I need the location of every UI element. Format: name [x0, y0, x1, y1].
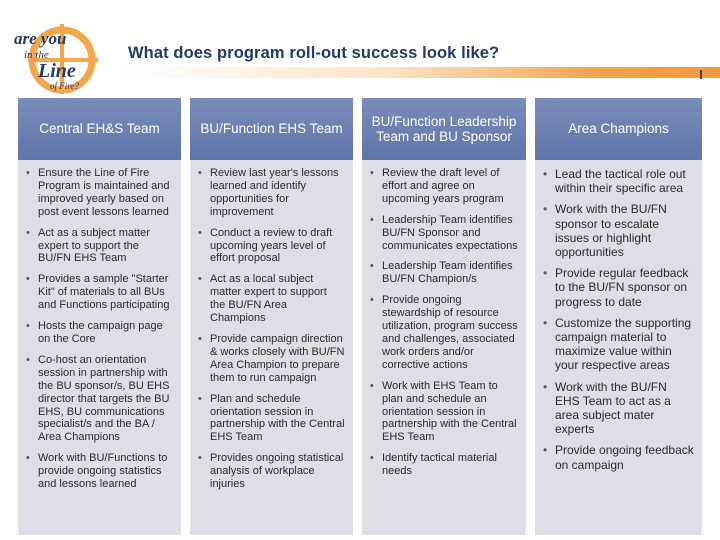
bullet-list [198, 167, 345, 491]
list-item: • Provides ongoing statistical analysis of workplace injuries [198, 452, 345, 491]
list-item: • Plan and schedule orientation session in partnership with the Central EHS Team [198, 393, 345, 445]
list-item: • Review the draft level of effort and agree on upcoming years program [370, 167, 518, 206]
column-leadership [362, 160, 526, 535]
list-item: • Provide ongoing feedback on campaign [543, 443, 694, 471]
list-item: • Customize the supporting campaign material to maximize value within your respective areas [543, 316, 694, 373]
list-item: • Lead the tactical role out within their specific area [543, 167, 694, 195]
column-area-champions [535, 160, 702, 535]
column-header-bu-ehs: BU/Function EHS Team [190, 98, 353, 160]
logo-text-in-the: in the [24, 49, 49, 61]
list-item: • Provide regular feedback to the BU/FN sponsor on progress to date [543, 266, 694, 309]
column-header-area-champions: Area Champions [535, 98, 702, 160]
list-item: • Leadership Team identifies BU/FN Champion/s [370, 260, 518, 286]
list-item: • Review last year's lessons learned and identify opportunities for improvement [198, 167, 345, 219]
list-item: • Work with the BU/FN EHS Team to act as a area subject mater experts [543, 380, 694, 437]
logo-text-are-you: are you [14, 29, 67, 48]
list-item: • Conduct a review to draft upcoming years level of effort proposal [198, 227, 345, 266]
logo-text-line: Line [38, 60, 76, 82]
page-title: What does program roll-out success look like? [128, 44, 500, 62]
column-header-central-ehs: Central EH&S Team [18, 98, 181, 160]
column-bu-ehs [190, 160, 353, 535]
column-central-ehs [18, 160, 181, 535]
list-item: • Identify tactical material needs [370, 452, 518, 478]
column-header-leadership: BU/Function Leadership Team and BU Sponsor [362, 98, 526, 160]
list-item: • Act as a local subject matter expert to support the BU/FN Area Champions [198, 273, 345, 325]
list-item: • Work with EHS Team to plan and schedule an orientation session in partnership with the Central EHS Team [370, 380, 518, 445]
list-item: • Work with BU/Functions to provide ongoing statistics and lessons learned [26, 452, 173, 491]
header-accent-band [120, 67, 720, 78]
list-item: • Provide ongoing stewardship of resource utilization, program success and challenges, associated work orders and/or corrective actions [370, 294, 518, 371]
list-item: • Leadership Team identifies BU/FN Sponsor and communicates expectations [370, 214, 518, 253]
list-item: • Hosts the campaign page on the Core [26, 320, 173, 346]
header-accent-mark [700, 70, 702, 79]
line-of-fire-logo [10, 22, 110, 94]
bullet-list [370, 167, 518, 478]
list-item: • Work with the BU/FN sponsor to escalate issues or highlight opportunities [543, 202, 694, 259]
logo-text-of-fire: of Fire? [50, 81, 79, 91]
list-item: • Provides a sample "Starter Kit" of materials to all BUs and Functions participating [26, 273, 173, 312]
list-item: • Act as a subject matter expert to support the BU/FN EHS Team [26, 227, 173, 266]
bullet-list [543, 167, 694, 472]
bullet-list [26, 167, 173, 491]
list-item: • Provide campaign direction & works closely with BU/FN Area Champion to prepare them to run campaign [198, 333, 345, 385]
list-item: • Co-host an orientation session in partnership with the BU sponsor/s, BU EHS director that targets the BU EHS, BU communications specialist/s and the BA / Area Champions [26, 354, 173, 444]
list-item: • Ensure the Line of Fire Program is maintained and improved yearly based on post event lessons learned [26, 167, 173, 219]
